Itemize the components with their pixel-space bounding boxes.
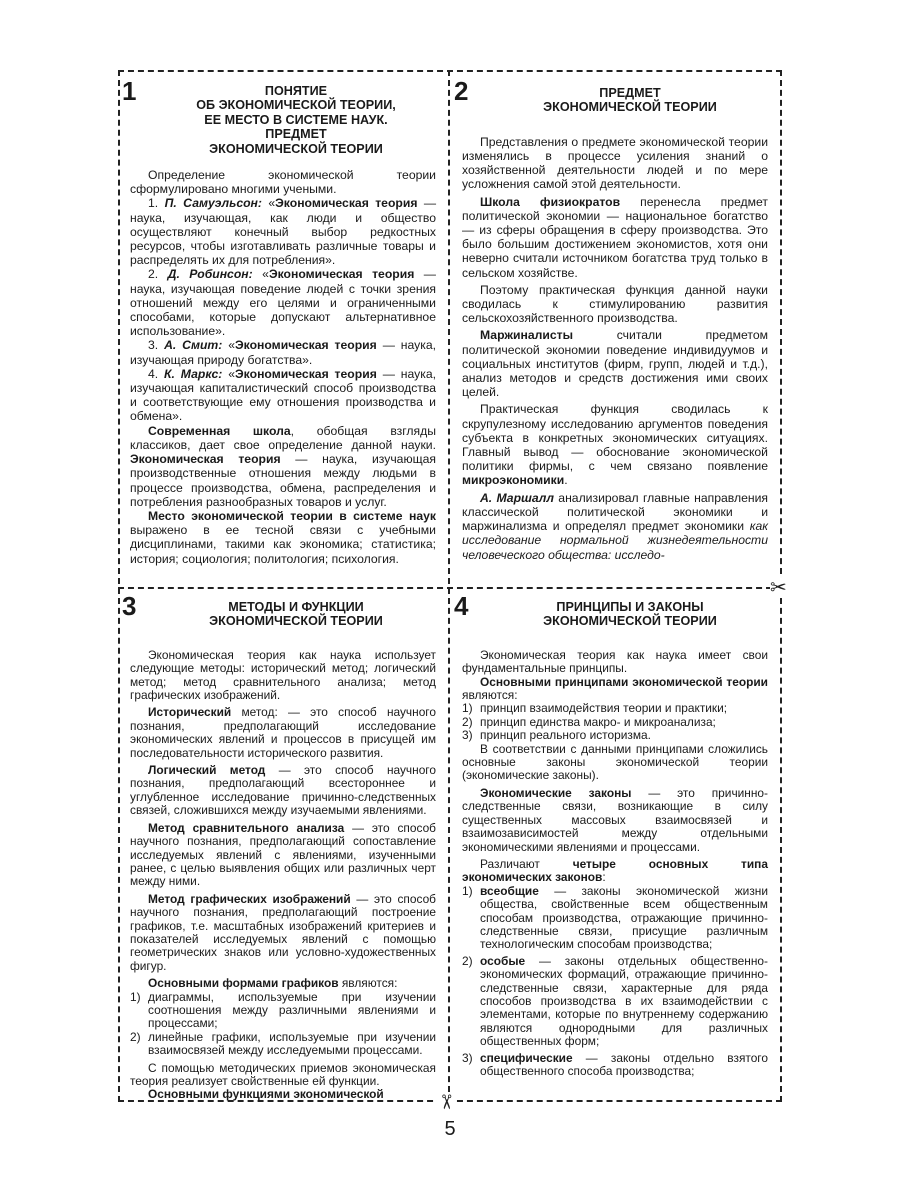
paragraph: Современная школа, обобщая взгляды классиков, дает свое определение данной науки. Экономическая теория — наука, изучающая производственные отношения между людьми в процессе производства, обмена, распределения и потребления разнообразных товаров и услуг. (130, 423, 437, 509)
list-item: 2) принцип единства макро- и микроанализа; (462, 714, 716, 729)
card-number: 1 (122, 76, 137, 106)
title-line: МЕТОДЫ И ФУНКЦИИ (228, 600, 364, 614)
title-line: ПРИНЦИПЫ И ЗАКОНЫ (556, 600, 704, 614)
card-number: 2 (454, 76, 469, 106)
paragraph: Место экономической теории в системе наук выражено в ее тесной связи с учебными дисциплинами, такими как экономика; статистика; история; социология; политология; психология. (130, 508, 436, 566)
scissors-icon: ✂ (434, 1093, 459, 1111)
card-body (454, 135, 776, 562)
list (462, 702, 768, 742)
paragraph: Маржиналисты считали предметом политической экономии поведение индивидуумов и социальных институтов (фирм, групп, людей и т.д.), анализ методов и средств достижения ими своих целей. (462, 328, 768, 400)
title-line: ОБ ЭКОНОМИЧЕСКОЙ ТЕОРИИ, (196, 98, 396, 113)
list-item: 2) линейные графики, используемые при изучении взаимосвязей между исследуемыми процессами. (130, 1029, 436, 1058)
title-line: ЭКОНОМИЧЕСКОЙ ТЕОРИИ (543, 614, 717, 629)
card-body (454, 649, 776, 1079)
paragraph: А. Маршалл анализировал главные направления классической политической экономики и маржинализма и определял предмет экономики как исследование нормальной жизнедеятельности человеческого общества: исследо- (462, 490, 768, 562)
paragraph: Школа физиократов перенесла предмет политической экономии — национальное богатство — из сферы обращения в сферу производства. Это было большим достижением экономистов, хотя они неверно считали источником богатства труд только в сельском хозяйстве. (462, 194, 768, 280)
card-number: 3 (122, 591, 137, 621)
page-number: 5 (444, 1118, 456, 1140)
title-line: ПРЕДМЕТ (265, 127, 327, 142)
list-item: 1) всеобщие — законы экономической жизни общества, свойственные всем общественным способам производства, отражающие причинно-следственные связи, присущие различным технологическим способам производства; (462, 883, 768, 952)
card-1 (122, 78, 442, 583)
title-line: ЕЕ МЕСТО В СИСТЕМЕ НАУК. (204, 112, 388, 127)
paragraph: Логический метод — это способ научного познания, предполагающий всестороннее и углубленное исследование причинно-следственных связей, сложившихся между изучаемыми явлениями. (130, 763, 436, 818)
paragraph: Основными функциями экономической (148, 1087, 384, 1102)
horizontal-cut-line (118, 587, 782, 589)
card-number: 4 (454, 591, 469, 621)
paragraph: 1. П. Самуэльсон: «Экономическая теория — наука, изучающая, как люди и общество осуществляют конечный выбор редкостных ресурсов, чтобы изготавливать различные товары и распределять их для потребления». (130, 196, 437, 268)
card-4 (454, 593, 776, 1091)
title-line: ЭКОНОМИЧЕСКОЙ ТЕОРИИ (209, 141, 383, 156)
list (462, 885, 768, 1079)
title-line: ПОНЯТИЕ (264, 84, 328, 98)
card-body (122, 649, 442, 1102)
list-item: 1) диаграммы, используемые при изучении соотношения между различными явлениями и процессами; (130, 989, 436, 1031)
scissors-icon: ✂ (770, 575, 787, 599)
paragraph: 4. К. Маркс: «Экономическая теория — наука, изучающая капиталистический способ производства и соответствующие ему отношения производства и обмена». (130, 366, 436, 424)
list-item: 3) специфические — законы отдельно взятого общественного способа производства; (462, 1050, 768, 1078)
card-title (454, 78, 776, 115)
paragraph: Основными формами графиков являются: (148, 976, 398, 991)
card-body (122, 168, 442, 566)
paragraph: Метод графических изображений — это способ научного познания, предполагающий построение графиков, т.е. масштабных изображений критериев и показателей исследуемых явлений с помощью геометрических знаков или условно-художественных фигур. (130, 891, 436, 973)
list-item: 2) особые — законы отдельных общественно-экономических формаций, отражающие причинно-следственные связи, характерные для ряда способов производства в их взаимодействии с элементами, которые по внутреннему содержанию являются однородными для различных общественных форм; (462, 953, 768, 1049)
card-3 (122, 591, 442, 1102)
card-title (122, 78, 442, 156)
list-item: 3) принцип реального историзма. (462, 728, 651, 743)
card-title (122, 593, 442, 629)
paragraph: С помощью методических приемов экономическая теория реализует свойственные ей функции. (130, 1060, 436, 1088)
paragraph: Метод сравнительного анализа — это способ научного познания, предполагающий сопоставление исследуемых явлений с явлениями, изученными ранее, с целью выявления общих или различных черт между ними. (130, 820, 436, 889)
paragraph: Практическая функция сводилась к скрупулезному исследованию аргументов поведения субъекта в конкретных экономических ситуациях. Главный вывод — обоснование экономической политики фирмы, с чем связано появление микроэкономики. (462, 402, 768, 488)
list-item: 1) принцип взаимодействия теории и практики; (462, 701, 728, 716)
paragraph: Экономическая теория как наука имеет свои фундаментальные принципы. (462, 647, 768, 676)
paragraph: Экономическая теория как наука использует следующие методы: исторический метод; логический метод; метод сравнительного анализа; метод графических изображений. (130, 647, 436, 703)
paragraph: 2. Д. Робинсон: «Экономическая теория — наука, изучающая поведение людей с точки зрения отношений между его целями и ограниченными способами, которые допускают альтернативное использование». (130, 267, 436, 339)
title-line: ПРЕДМЕТ (599, 86, 661, 100)
paragraph: Основными принципами экономической теории являются: (462, 674, 768, 703)
card-2 (454, 78, 776, 583)
paragraph: Определение экономической теории сформулировано многими учеными. (130, 168, 436, 197)
paragraph: Исторический метод: — это способ научного познания, предполагающий исследование экономических явлений и процессов в присущей им последовательности исторического развития. (130, 705, 436, 760)
title-line: ЭКОНОМИЧЕСКОЙ ТЕОРИИ (209, 614, 383, 629)
paragraph: 3. А. Смит: «Экономическая теория — наука, изучающая природу богатства». (130, 338, 436, 367)
paragraph: Представления о предмете экономической теории изменялись в процессе усиления знаний о хозяйственной деятельности людей и по мере усложнения самой этой деятельности. (462, 134, 768, 192)
paragraph: Поэтому практическая функция данной науки сводилась к стимулированию развития сельскохозяйственного производства. (462, 282, 768, 326)
title-line: ЭКОНОМИЧЕСКОЙ ТЕОРИИ (543, 100, 717, 115)
paragraph: В соответствии с данными принципами сложились основные законы экономической теории (экономические законы). (462, 741, 768, 783)
paragraph: Экономические законы — это причинно-следственные связи, возникающие в силу существенных массовых взаимосвязей и взаимозависимостей между отдельными экономическими явлениями и процессами. (462, 785, 768, 854)
paragraph: Различают четыре основных типа экономических законов: (462, 856, 768, 885)
vertical-cut-line (448, 70, 450, 1102)
card-title (454, 593, 776, 629)
list (130, 991, 436, 1058)
